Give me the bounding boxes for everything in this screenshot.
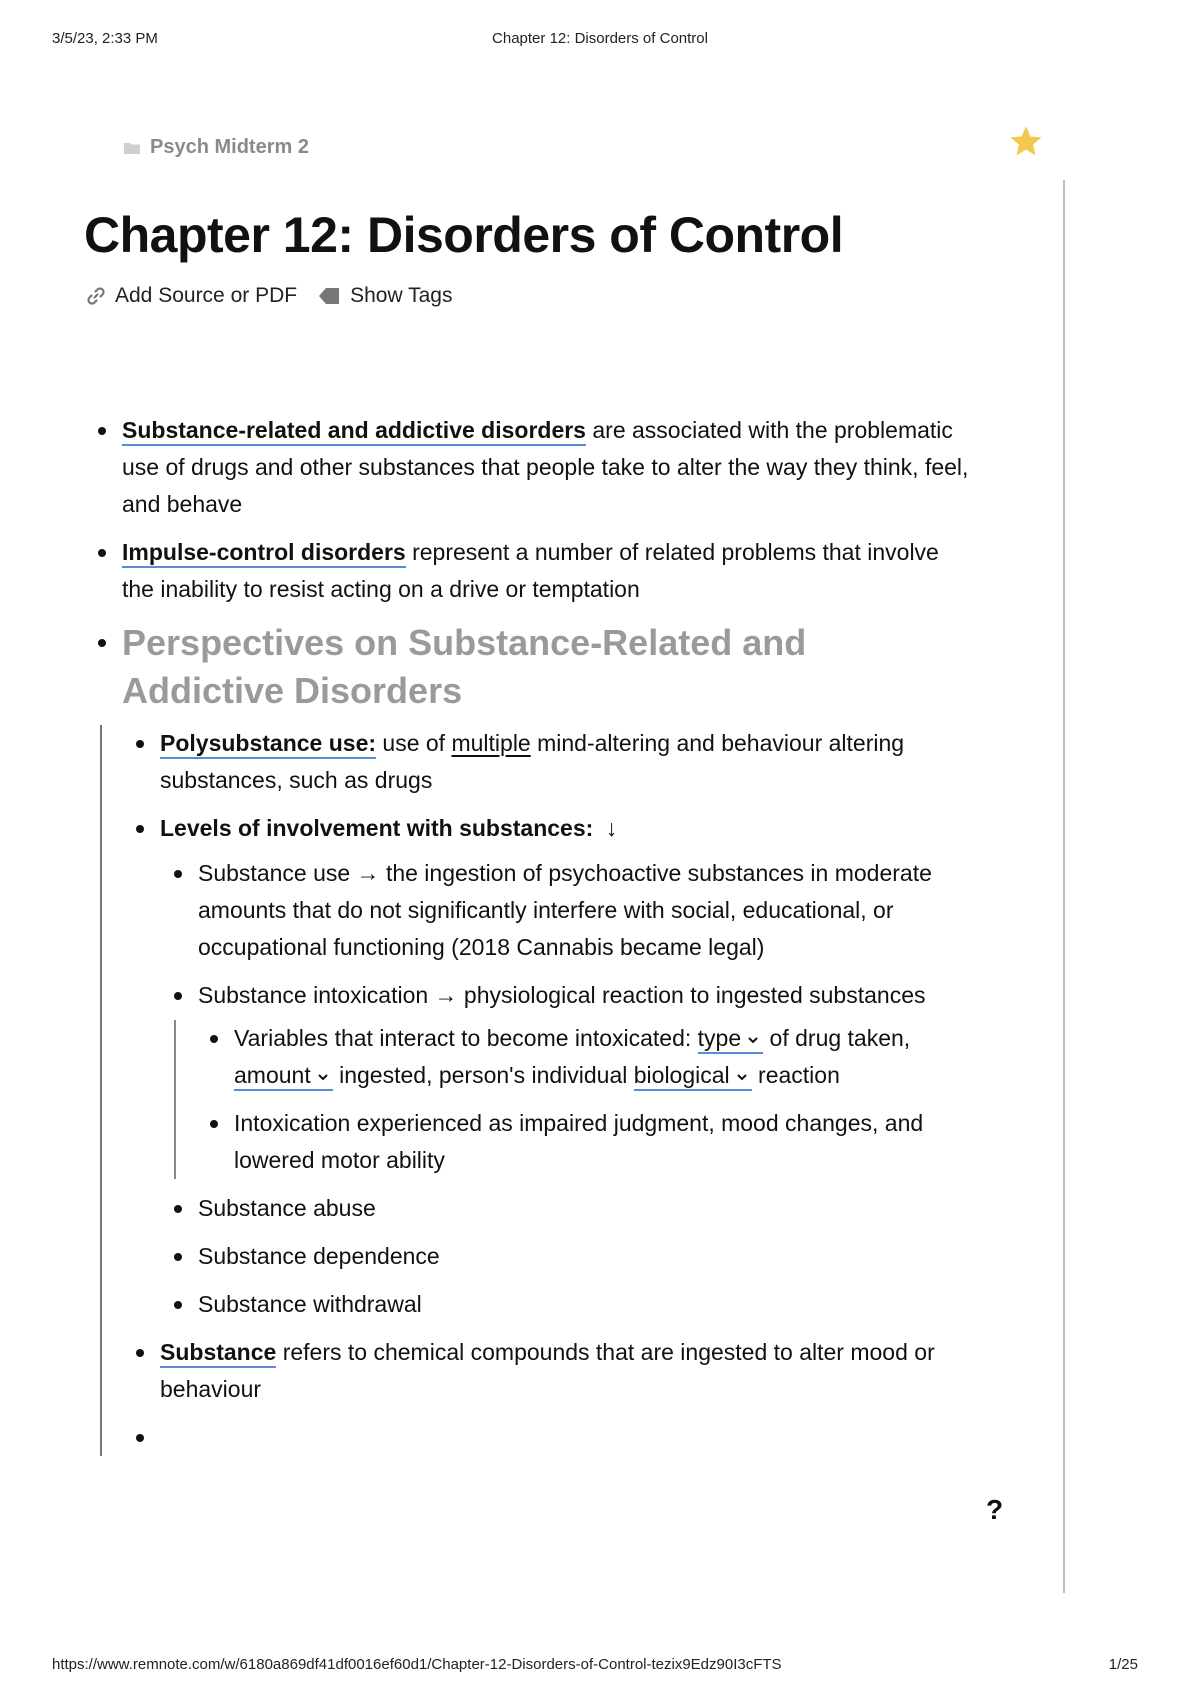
list-item[interactable] xyxy=(134,725,976,799)
list-item[interactable] xyxy=(208,1020,976,1094)
concept-term[interactable]: Substance-related and addictive disorders xyxy=(122,417,586,446)
empty-list-item[interactable] xyxy=(134,1419,976,1456)
print-date: 3/5/23, 2:33 PM xyxy=(52,30,158,47)
list-item[interactable] xyxy=(208,1105,976,1179)
star-icon[interactable] xyxy=(1008,124,1044,160)
item-text: refers to chemical compounds that are ingested to alter mood or behaviour xyxy=(160,1339,935,1402)
list-item[interactable] xyxy=(96,412,976,523)
list-item[interactable] xyxy=(172,1238,976,1275)
page-title[interactable]: Chapter 12: Disorders of Control xyxy=(84,207,844,263)
heading-text: Perspectives on Substance-Related and Addictive Disorders xyxy=(122,622,807,711)
item-text: mind-altering and behaviour altering substances, such as drugs xyxy=(160,730,905,793)
item-text: of drug taken, xyxy=(763,1025,911,1051)
item-text: Substance use → the ingestion of psychoactive substances in moderate amounts that do not significantly interfere with social, educational, or occupational functioning (2018 Cannabis became legal) xyxy=(198,860,932,960)
item-text: represent a number of related problems that involve the inability to resist acting on a drive or temptation xyxy=(122,539,939,602)
document-actions xyxy=(86,284,472,308)
item-text: reaction xyxy=(751,1062,840,1088)
breadcrumb-label[interactable]: Psych Midterm 2 xyxy=(150,136,309,158)
cloze-text: type xyxy=(697,1025,742,1051)
item-text: Substance withdrawal xyxy=(198,1291,422,1317)
item-text: Variables that interact to become intoxicated: xyxy=(234,1025,698,1051)
item-text: Intoxication experienced as impaired judgment, mood changes, and lowered motor ability xyxy=(234,1110,924,1173)
list-item[interactable] xyxy=(172,977,976,1179)
item-text: use of xyxy=(376,730,452,756)
add-source-label: Add Source or PDF xyxy=(115,284,298,307)
breadcrumb[interactable] xyxy=(124,136,309,159)
page-number: 1/25 xyxy=(1108,1656,1138,1673)
item-text: Substance abuse xyxy=(198,1195,376,1221)
concept-term[interactable]: Substance xyxy=(160,1339,276,1368)
item-text: Substance intoxication → physiological reaction to ingested substances xyxy=(198,982,926,1008)
list-item[interactable] xyxy=(172,1190,976,1227)
outline-document xyxy=(96,412,976,1467)
link-icon xyxy=(86,286,106,306)
right-divider xyxy=(1063,180,1065,1593)
help-icon[interactable]: ? xyxy=(986,1494,1004,1525)
levels-label: Levels of involvement with substances: xyxy=(160,815,594,841)
tag-icon xyxy=(317,286,341,306)
concept-term[interactable]: Polysubstance use: xyxy=(160,730,376,759)
list-item[interactable] xyxy=(134,810,976,1323)
chevron-down-icon xyxy=(317,1071,329,1083)
cloze-dropdown[interactable] xyxy=(634,1062,752,1091)
cloze-dropdown[interactable] xyxy=(234,1062,333,1091)
cloze-text: amount xyxy=(234,1062,311,1088)
nested-list xyxy=(100,725,976,1456)
print-title: Chapter 12: Disorders of Control xyxy=(492,30,708,47)
underlined-word: multiple xyxy=(451,730,531,756)
list-item[interactable] xyxy=(172,1286,976,1323)
show-tags-label: Show Tags xyxy=(350,284,453,307)
print-header xyxy=(52,30,1148,50)
show-tags-button[interactable] xyxy=(317,284,452,308)
down-arrow-icon[interactable]: ↓ xyxy=(605,815,618,841)
print-url: https://www.remnote.com/w/6180a869df41df0016ef60d1/Chapter-12-Disorders-of-Control-tezix9Edz90I3cFTS xyxy=(52,1656,782,1673)
list-item[interactable] xyxy=(96,534,976,608)
item-text: ingested, person's individual xyxy=(332,1062,634,1088)
section-heading[interactable] xyxy=(96,619,976,1456)
item-text: Substance dependence xyxy=(198,1243,440,1269)
chevron-down-icon xyxy=(747,1034,759,1046)
nested-list xyxy=(174,1020,976,1179)
list-item[interactable] xyxy=(172,855,976,966)
concept-term[interactable]: Impulse-control disorders xyxy=(122,539,406,568)
nested-list xyxy=(136,855,976,1323)
cloze-dropdown[interactable] xyxy=(698,1025,763,1054)
cloze-text: biological xyxy=(633,1062,730,1088)
chevron-down-icon xyxy=(736,1071,748,1083)
add-source-button[interactable] xyxy=(86,284,297,308)
folder-icon xyxy=(124,142,140,154)
list-item[interactable] xyxy=(134,1334,976,1408)
item-text: are associated with the problematic use of drugs and other substances that people take to alter the way they think, feel, and behave xyxy=(122,417,969,517)
print-footer xyxy=(52,1656,1148,1676)
